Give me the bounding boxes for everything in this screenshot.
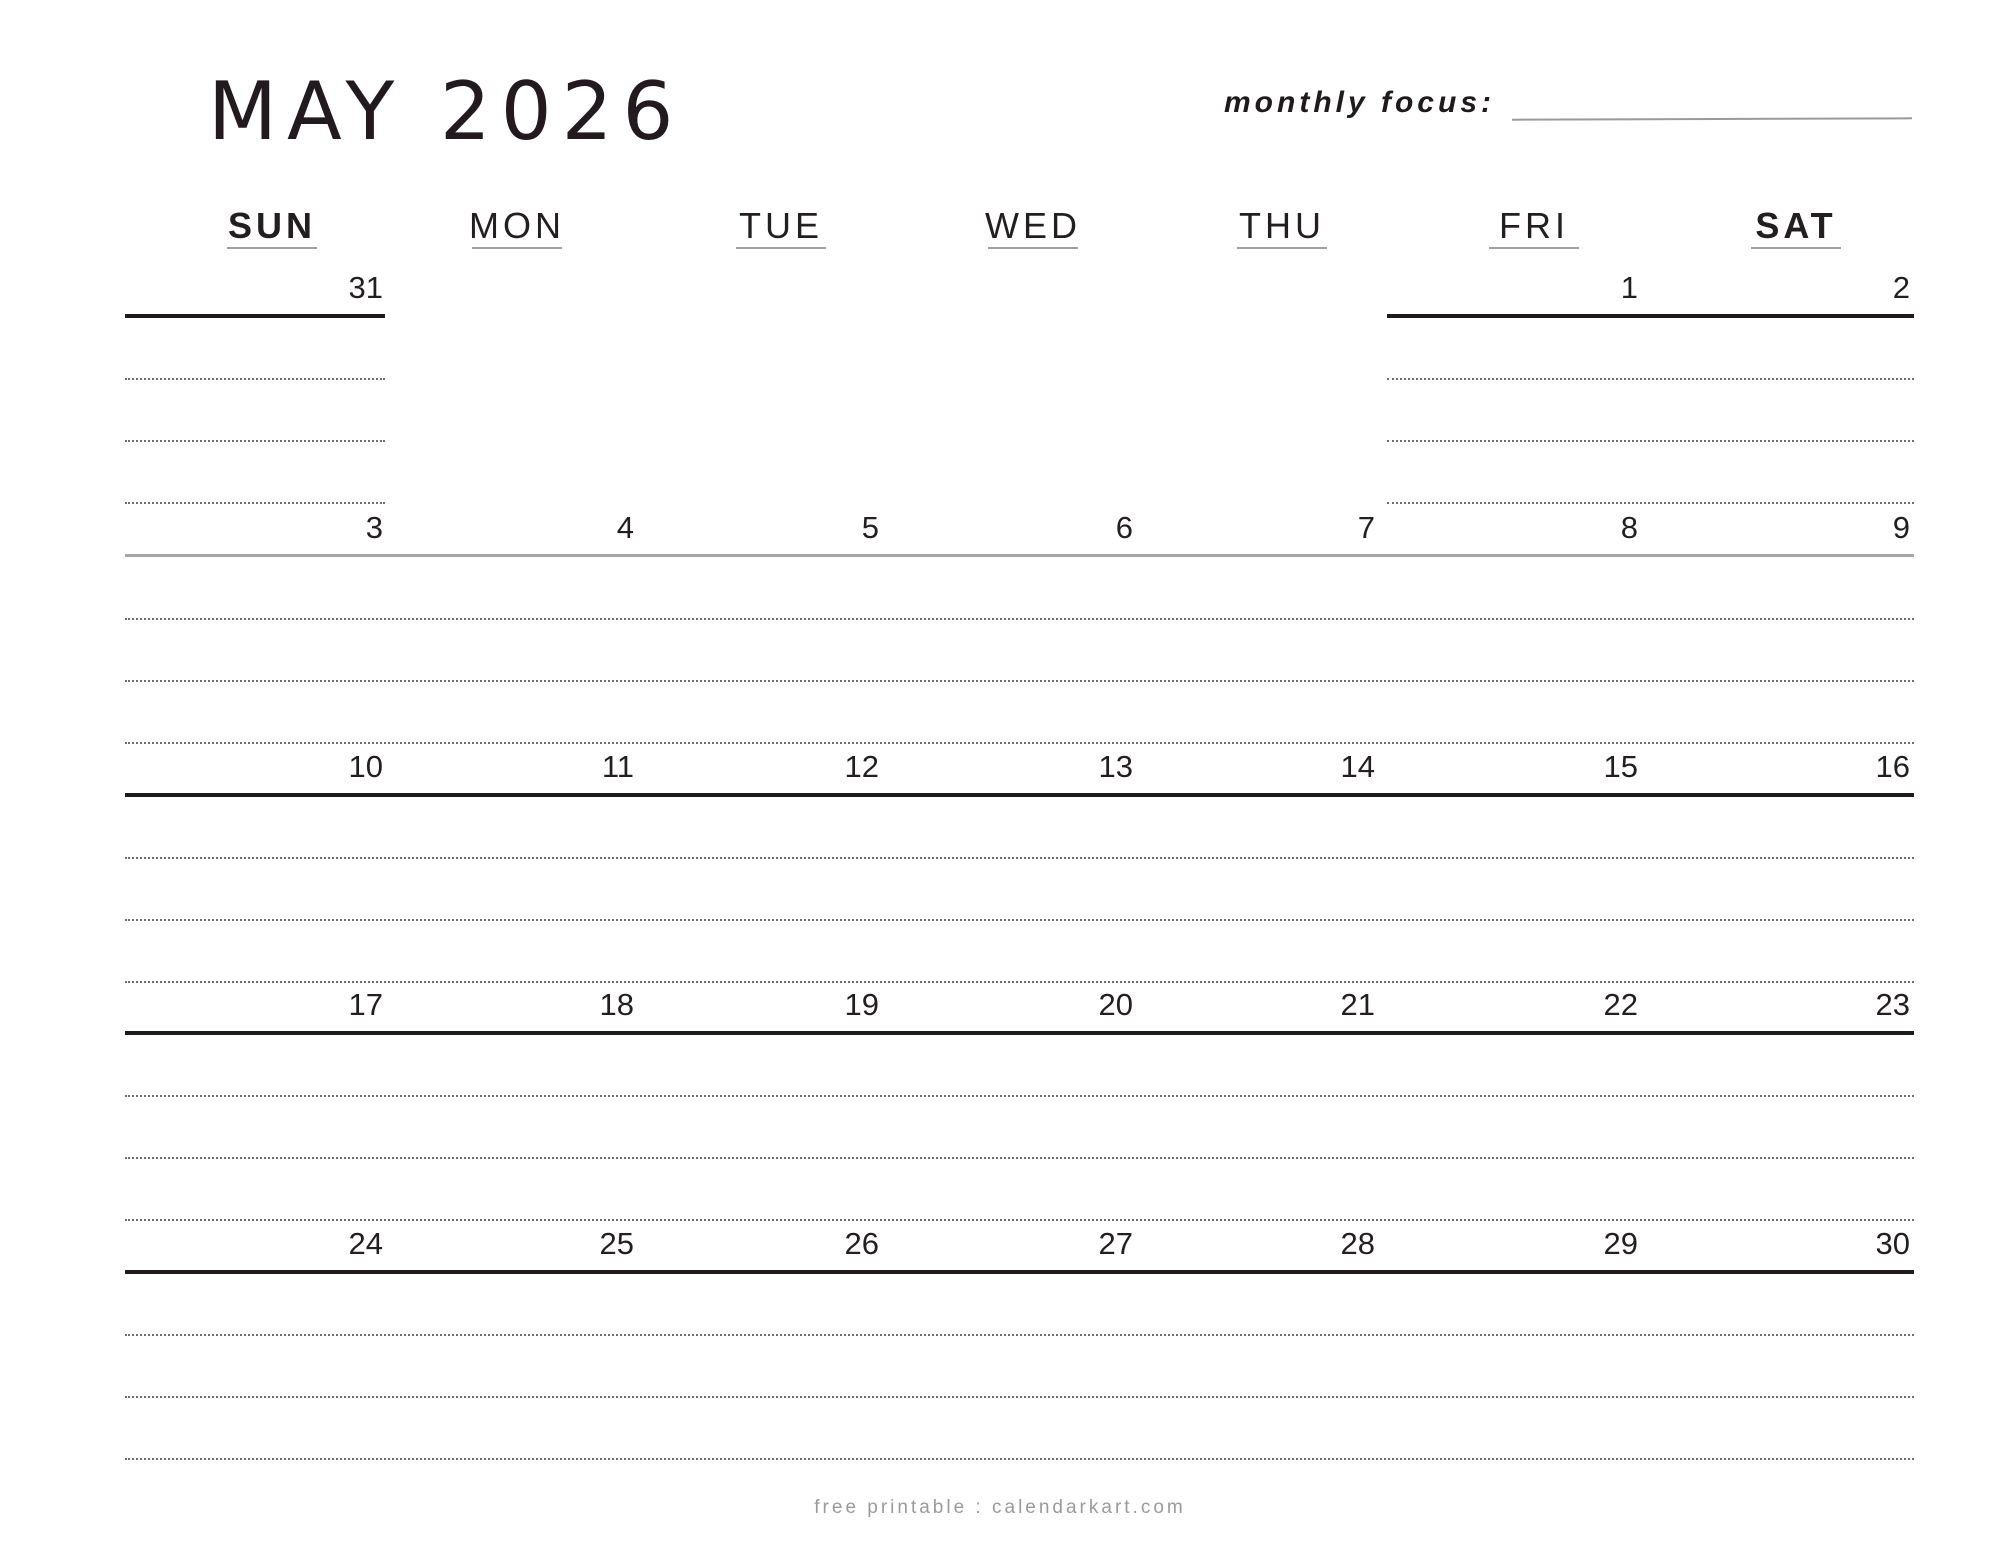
week-divider: [125, 554, 1914, 557]
weekday-underline: [472, 247, 562, 249]
day-number: 18: [599, 987, 634, 1022]
weekday-underline: [988, 247, 1078, 249]
note-line[interactable]: [125, 1458, 1914, 1460]
day-number: 20: [1098, 987, 1133, 1022]
weekday-underline: [736, 247, 826, 249]
note-line[interactable]: [125, 1095, 1914, 1097]
note-line[interactable]: [125, 1157, 1914, 1159]
note-line[interactable]: [125, 857, 1914, 859]
note-line[interactable]: [125, 1396, 1914, 1398]
note-line[interactable]: [125, 618, 1914, 620]
note-line[interactable]: [125, 680, 1914, 682]
weekday-underline: [1489, 247, 1579, 249]
day-number: 30: [1875, 1226, 1910, 1261]
week-divider: [1387, 314, 1914, 318]
note-line[interactable]: [125, 919, 1914, 921]
week-divider: [125, 793, 1914, 797]
day-number: 14: [1340, 749, 1375, 784]
weekday-fri: FRI: [1499, 205, 1569, 246]
day-number: 9: [1892, 510, 1910, 545]
weekday-tue: TUE: [739, 205, 823, 246]
weekday-wed: WED: [985, 205, 1081, 246]
note-line[interactable]: [1387, 502, 1914, 504]
weekday-thu: THU: [1239, 205, 1325, 246]
day-number: 28: [1340, 1226, 1375, 1261]
weekday-mon: MON: [469, 205, 565, 246]
day-number: 15: [1603, 749, 1638, 784]
week-divider: [125, 1270, 1914, 1274]
note-line[interactable]: [125, 440, 385, 442]
day-number: 24: [348, 1226, 383, 1261]
note-line[interactable]: [125, 742, 1914, 744]
day-number: 11: [601, 749, 634, 784]
footer-credit: free printable : calendarkart.com: [814, 1497, 1186, 1518]
day-number: 19: [844, 987, 879, 1022]
day-number: 21: [1340, 987, 1375, 1022]
weekday-underline: [1237, 247, 1327, 249]
day-number: 29: [1603, 1226, 1638, 1261]
day-number: 26: [844, 1226, 879, 1261]
note-line[interactable]: [125, 981, 1914, 983]
day-number: 7: [1357, 510, 1375, 545]
note-line[interactable]: [1387, 378, 1914, 380]
month-title: MAY 2026: [208, 65, 684, 158]
day-number: 13: [1098, 749, 1133, 784]
note-line[interactable]: [1387, 440, 1914, 442]
week-divider: [125, 314, 385, 318]
monthly-focus-field[interactable]: [1512, 117, 1912, 120]
monthly-focus-label: monthly focus:: [1224, 86, 1495, 119]
day-number: 8: [1620, 510, 1638, 545]
note-line[interactable]: [125, 1219, 1914, 1221]
day-number: 16: [1875, 749, 1910, 784]
day-number: 10: [348, 749, 383, 784]
weekday-sun: SUN: [227, 205, 316, 246]
day-number: 31: [348, 270, 383, 305]
day-number: 17: [348, 987, 383, 1022]
weekday-underline: [227, 247, 317, 249]
day-number: 5: [861, 510, 879, 545]
week-divider: [125, 1031, 1914, 1035]
day-number: 1: [1620, 270, 1638, 305]
day-number: 12: [844, 749, 879, 784]
day-number: 22: [1603, 987, 1638, 1022]
note-line[interactable]: [125, 1334, 1914, 1336]
note-line[interactable]: [125, 502, 385, 504]
weekday-sat: SAT: [1755, 205, 1837, 246]
note-line[interactable]: [125, 378, 385, 380]
day-number: 3: [365, 510, 383, 545]
day-number: 27: [1098, 1226, 1133, 1261]
day-number: 2: [1892, 270, 1910, 305]
day-number: 25: [599, 1226, 634, 1261]
day-number: 4: [616, 510, 634, 545]
day-number: 6: [1115, 510, 1133, 545]
weekday-underline: [1751, 247, 1841, 249]
day-number: 23: [1875, 987, 1910, 1022]
